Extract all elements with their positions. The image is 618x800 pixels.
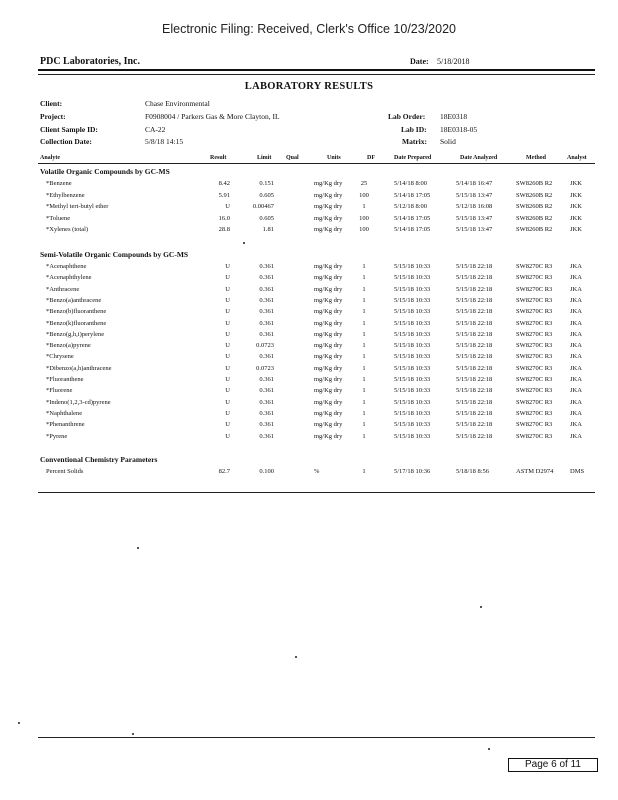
analyte-cell: *Fluoranthene — [46, 376, 84, 383]
analyte-cell: *Benzo(g,h,i)perylene — [46, 330, 105, 338]
df-cell: 100 — [359, 191, 369, 199]
limit-cell: 0.361 — [259, 353, 274, 361]
analyst-cell: JKA — [570, 308, 582, 316]
table-row — [0, 331, 618, 342]
units-cell: mg/Kg dry — [314, 319, 343, 327]
table-row — [0, 353, 618, 364]
units-cell: mg/Kg dry — [314, 432, 343, 440]
analyte-cell: *Benzene — [46, 180, 72, 187]
date-prepared-cell: 5/15/18 10:33 — [394, 364, 431, 372]
units-cell: mg/Kg dry — [314, 191, 343, 199]
result-cell: U — [225, 319, 230, 327]
analyte-cell: *Toluene — [46, 214, 71, 222]
col-date-analyzed: Date Analyzed — [460, 155, 498, 161]
analyst-cell: JKK — [570, 214, 582, 222]
units-cell: mg/Kg dry — [314, 180, 343, 187]
date-analyzed-cell: 5/15/18 22:18 — [456, 342, 493, 350]
col-units: Units — [327, 155, 341, 161]
date-prepared-cell: 5/15/18 10:33 — [394, 296, 431, 304]
limit-cell: 0.605 — [259, 214, 274, 222]
df-cell: 1 — [362, 285, 366, 293]
col-analyte: Analyte — [40, 155, 60, 161]
df-cell: 1 — [362, 468, 366, 475]
limit-cell: 1.81 — [262, 226, 274, 233]
result-cell: U — [225, 330, 230, 338]
units-cell: mg/Kg dry — [314, 226, 343, 233]
units-cell: mg/Kg dry — [314, 376, 343, 383]
table-row — [0, 421, 618, 432]
date-analyzed-cell: 5/14/18 16:47 — [456, 180, 493, 187]
analyst-cell: JKA — [570, 409, 582, 417]
collection-label: Collection Date: — [40, 137, 92, 146]
limit-cell: 0.00467 — [252, 203, 274, 210]
date-prepared-cell: 5/14/18 17:05 — [394, 214, 431, 222]
result-cell: U — [225, 421, 230, 429]
report-date: 5/18/2018 — [437, 57, 470, 66]
client-label: Client: — [40, 99, 63, 108]
df-cell: 1 — [362, 274, 366, 282]
analyte-cell: *Benzo(a)pyrene — [46, 342, 91, 350]
col-qual: Qual — [286, 155, 299, 161]
limit-cell: 0.361 — [259, 296, 274, 304]
method-cell: SW8260B R2 — [516, 203, 553, 210]
method-cell: SW8270C R3 — [516, 263, 553, 270]
limit-cell: 0.361 — [259, 421, 274, 429]
lab-id-value: 18E0318-05 — [440, 125, 478, 134]
table-row — [0, 286, 618, 297]
table-row — [0, 399, 618, 410]
col-df: DF — [367, 155, 375, 161]
df-cell: 1 — [362, 409, 366, 417]
units-cell: mg/Kg dry — [314, 387, 343, 395]
units-cell: mg/Kg dry — [314, 421, 343, 429]
result-cell: U — [225, 353, 230, 361]
header-rule — [38, 69, 595, 71]
section-title: Conventional Chemistry Parameters — [40, 455, 158, 464]
units-cell: mg/Kg dry — [314, 263, 343, 270]
page-number: Page 6 of 11 — [508, 758, 598, 772]
footer-rule — [38, 737, 595, 738]
table-row — [0, 308, 618, 319]
result-cell: 8.42 — [218, 180, 230, 187]
analyte-cell: *Benzo(k)fluoranthene — [46, 319, 107, 327]
lab-order-label: Lab Order: — [388, 112, 426, 121]
analyst-cell: DMS — [570, 468, 585, 475]
table-row — [0, 297, 618, 308]
analyst-cell: JKA — [570, 330, 582, 338]
units-cell: mg/Kg dry — [314, 274, 343, 282]
section-title: Semi-Volatile Organic Compounds by GC-MS — [40, 250, 189, 259]
df-cell: 1 — [362, 432, 366, 440]
date-analyzed-cell: 5/15/18 22:18 — [456, 263, 493, 270]
analyte-cell: *Methyl tert-butyl ether — [46, 203, 109, 210]
units-cell: mg/Kg dry — [314, 398, 343, 406]
analyst-cell: JKA — [570, 319, 582, 327]
date-analyzed-cell: 5/15/18 13:47 — [456, 214, 493, 222]
result-cell: U — [225, 387, 230, 395]
scan-speck — [137, 547, 139, 549]
analyst-cell: JKA — [570, 274, 582, 282]
date-analyzed-cell: 5/15/18 22:18 — [456, 376, 493, 383]
scan-speck — [295, 656, 297, 658]
col-result: Result — [210, 155, 227, 161]
analyte-cell: *Anthracene — [46, 285, 80, 293]
date-analyzed-cell: 5/15/18 22:18 — [456, 353, 493, 361]
result-cell: 28.8 — [218, 226, 230, 233]
method-cell: SW8270C R3 — [516, 308, 553, 316]
date-analyzed-cell: 5/15/18 22:18 — [456, 296, 493, 304]
table-row — [0, 342, 618, 353]
analyst-cell: JKA — [570, 398, 582, 406]
analyst-cell: JKA — [570, 432, 582, 440]
date-prepared-cell: 5/15/18 10:33 — [394, 353, 431, 361]
method-cell: ASTM D2974 — [516, 468, 554, 475]
analyte-cell: *Acenaphthene — [46, 263, 87, 270]
analyte-cell: *Phenanthrene — [46, 421, 85, 429]
analyte-cell: *Indeno(1,2,3-cd)pyrene — [46, 398, 111, 406]
sample-label: Client Sample ID: — [40, 125, 98, 134]
scan-speck — [243, 242, 245, 244]
scan-speck — [480, 606, 482, 608]
table-end-rule — [38, 492, 595, 493]
date-analyzed-cell: 5/15/18 22:18 — [456, 285, 493, 293]
limit-cell: 0.361 — [259, 285, 274, 293]
analyte-cell: *Benzo(a)anthracene — [46, 296, 102, 304]
result-cell: U — [225, 203, 230, 210]
df-cell: 1 — [362, 387, 366, 395]
df-cell: 1 — [362, 342, 366, 350]
table-row — [0, 215, 618, 226]
limit-cell: 0.605 — [259, 191, 274, 199]
analyst-cell: JKK — [570, 180, 582, 187]
project-label: Project: — [40, 112, 66, 121]
matrix-label: Matrix: — [402, 137, 427, 146]
lab-name: PDC Laboratories, Inc. — [40, 56, 140, 67]
method-cell: SW8270C R3 — [516, 274, 553, 282]
result-cell: U — [225, 274, 230, 282]
method-cell: SW8270C R3 — [516, 398, 553, 406]
units-cell: mg/Kg dry — [314, 285, 343, 293]
lab-order-value: 18E0318 — [440, 112, 468, 121]
method-cell: SW8270C R3 — [516, 296, 553, 304]
result-cell: 5.91 — [218, 191, 230, 199]
scan-speck — [18, 722, 20, 724]
filing-stamp: Electronic Filing: Received, Clerk's Office 10/23/2020 — [162, 22, 456, 36]
result-cell: 82.7 — [218, 468, 230, 475]
df-cell: 100 — [359, 226, 369, 233]
collection-value: 5/8/18 14:15 — [145, 137, 184, 146]
table-row — [0, 180, 618, 191]
analyte-cell: *Pyrene — [46, 432, 68, 440]
analyst-cell: JKA — [570, 263, 582, 270]
limit-cell: 0.0723 — [256, 342, 274, 350]
limit-cell: 0.361 — [259, 263, 274, 270]
date-analyzed-cell: 5/15/18 22:18 — [456, 274, 493, 282]
date-prepared-cell: 5/15/18 10:33 — [394, 330, 431, 338]
date-analyzed-cell: 5/15/18 22:18 — [456, 319, 493, 327]
analyst-cell: JKA — [570, 387, 582, 395]
table-row — [0, 433, 618, 444]
table-row — [0, 365, 618, 376]
result-cell: U — [225, 263, 230, 270]
analyst-cell: JKK — [570, 191, 582, 199]
table-row — [0, 376, 618, 387]
limit-cell: 0.361 — [259, 274, 274, 282]
sample-value: CA-22 — [145, 125, 166, 134]
method-cell: SW8260B R2 — [516, 226, 553, 233]
analyst-cell: JKA — [570, 285, 582, 293]
date-prepared-cell: 5/15/18 10:33 — [394, 319, 431, 327]
table-row — [0, 320, 618, 331]
date-prepared-cell: 5/15/18 10:33 — [394, 409, 431, 417]
analyte-cell: *Fluorene — [46, 387, 73, 395]
column-header-rule — [38, 163, 595, 164]
analyst-cell: JKK — [570, 203, 582, 210]
df-cell: 1 — [362, 330, 366, 338]
limit-cell: 0.361 — [259, 319, 274, 327]
project-value: F0908004 / Parkers Gas & More Clayton, IL — [145, 112, 280, 121]
units-cell: mg/Kg dry — [314, 330, 343, 338]
analyte-cell: Percent Solids — [46, 468, 84, 475]
analyst-cell: JKA — [570, 296, 582, 304]
limit-cell: 0.151 — [259, 180, 274, 187]
result-cell: U — [225, 285, 230, 293]
df-cell: 1 — [362, 296, 366, 304]
method-cell: SW8270C R3 — [516, 353, 553, 361]
df-cell: 1 — [362, 319, 366, 327]
report-date-label: Date: — [410, 57, 429, 66]
limit-cell: 0.361 — [259, 308, 274, 316]
result-cell: U — [225, 308, 230, 316]
scan-speck — [132, 733, 134, 735]
analyst-cell: JKA — [570, 342, 582, 350]
df-cell: 25 — [360, 180, 368, 187]
date-analyzed-cell: 5/15/18 22:18 — [456, 421, 493, 429]
analyte-cell: *Chrysene — [46, 353, 74, 361]
table-row — [0, 387, 618, 398]
units-cell: mg/Kg dry — [314, 353, 343, 361]
date-analyzed-cell: 5/15/18 22:18 — [456, 409, 493, 417]
col-limit: Limit — [257, 155, 272, 161]
analyte-cell: *Dibenzo(a,h)anthracene — [46, 364, 112, 372]
matrix-value: Solid — [440, 137, 456, 146]
date-analyzed-cell: 5/15/18 13:47 — [456, 226, 493, 233]
analyst-cell: JKK — [570, 226, 582, 233]
df-cell: 1 — [362, 398, 366, 406]
method-cell: SW8270C R3 — [516, 330, 553, 338]
table-row — [0, 274, 618, 285]
result-cell: U — [225, 364, 230, 372]
date-analyzed-cell: 5/15/18 22:18 — [456, 308, 493, 316]
limit-cell: 0.361 — [259, 376, 274, 383]
df-cell: 1 — [362, 421, 366, 429]
date-prepared-cell: 5/15/18 10:33 — [394, 432, 431, 440]
page-title: LABORATORY RESULTS — [244, 81, 374, 92]
method-cell: SW8270C R3 — [516, 432, 553, 440]
date-prepared-cell: 5/14/18 17:05 — [394, 226, 431, 233]
date-prepared-cell: 5/15/18 10:33 — [394, 342, 431, 350]
df-cell: 1 — [362, 376, 366, 383]
method-cell: SW8270C R3 — [516, 319, 553, 327]
date-analyzed-cell: 5/15/18 22:18 — [456, 330, 493, 338]
date-analyzed-cell: 5/15/18 22:18 — [456, 432, 493, 440]
table-row — [0, 192, 618, 203]
method-cell: SW8270C R3 — [516, 387, 553, 395]
result-cell: U — [225, 398, 230, 406]
date-prepared-cell: 5/15/18 10:33 — [394, 387, 431, 395]
analyte-cell: *Naphthalene — [46, 409, 83, 417]
client-value: Chase Environmental — [145, 99, 210, 108]
table-row — [0, 203, 618, 214]
analyst-cell: JKA — [570, 353, 582, 361]
col-date-prepared: Date Prepared — [394, 155, 432, 161]
method-cell: SW8270C R3 — [516, 376, 553, 383]
analyte-cell: *Benzo(b)fluoranthene — [46, 308, 107, 316]
df-cell: 1 — [362, 203, 366, 210]
method-cell: SW8270C R3 — [516, 364, 553, 372]
table-row — [0, 226, 618, 237]
result-cell: 16.0 — [218, 214, 230, 222]
date-analyzed-cell: 5/15/18 22:18 — [456, 364, 493, 372]
method-cell: SW8260B R2 — [516, 180, 553, 187]
limit-cell: 0.361 — [259, 387, 274, 395]
method-cell: SW8260B R2 — [516, 214, 553, 222]
units-cell: mg/Kg dry — [314, 364, 343, 372]
date-prepared-cell: 5/14/18 17:05 — [394, 191, 431, 199]
df-cell: 100 — [359, 214, 369, 222]
units-cell: mg/Kg dry — [314, 409, 343, 417]
method-cell: SW8270C R3 — [516, 421, 553, 429]
date-prepared-cell: 5/15/18 10:33 — [394, 263, 431, 270]
analyst-cell: JKA — [570, 364, 582, 372]
date-prepared-cell: 5/15/18 10:33 — [394, 376, 431, 383]
lab-id-label: Lab ID: — [401, 125, 427, 134]
header-rule-thin — [38, 74, 595, 75]
limit-cell: 0.0723 — [256, 364, 274, 372]
date-analyzed-cell: 5/12/18 16:08 — [456, 203, 493, 210]
result-cell: U — [225, 409, 230, 417]
units-cell: mg/Kg dry — [314, 342, 343, 350]
date-analyzed-cell: 5/15/18 22:18 — [456, 398, 493, 406]
table-row — [0, 468, 618, 479]
analyst-cell: JKA — [570, 421, 582, 429]
df-cell: 1 — [362, 353, 366, 361]
analyte-cell: *Xylenes (total) — [46, 226, 89, 233]
method-cell: SW8260B R2 — [516, 191, 553, 199]
limit-cell: 0.361 — [259, 409, 274, 417]
result-cell: U — [225, 432, 230, 440]
table-row — [0, 263, 618, 274]
method-cell: SW8270C R3 — [516, 285, 553, 293]
method-cell: SW8270C R3 — [516, 342, 553, 350]
units-cell: mg/Kg dry — [314, 203, 343, 210]
date-analyzed-cell: 5/15/18 22:18 — [456, 387, 493, 395]
result-cell: U — [225, 342, 230, 350]
units-cell: % — [314, 468, 320, 475]
date-prepared-cell: 5/15/18 10:33 — [394, 308, 431, 316]
df-cell: 1 — [362, 364, 366, 372]
date-prepared-cell: 5/15/18 10:33 — [394, 398, 431, 406]
limit-cell: 0.100 — [259, 468, 274, 475]
date-prepared-cell: 5/15/18 10:33 — [394, 285, 431, 293]
limit-cell: 0.361 — [259, 398, 274, 406]
date-prepared-cell: 5/15/18 10:33 — [394, 274, 431, 282]
df-cell: 1 — [362, 308, 366, 316]
limit-cell: 0.361 — [259, 330, 274, 338]
method-cell: SW8270C R3 — [516, 409, 553, 417]
df-cell: 1 — [362, 263, 366, 270]
analyte-cell: *Acenaphthylene — [46, 274, 92, 282]
col-method: Method — [526, 155, 546, 161]
units-cell: mg/Kg dry — [314, 296, 343, 304]
units-cell: mg/Kg dry — [314, 214, 343, 222]
scan-speck — [488, 748, 490, 750]
date-prepared-cell: 5/12/18 8:00 — [394, 203, 428, 210]
section-title: Volatile Organic Compounds by GC-MS — [40, 167, 170, 176]
units-cell: mg/Kg dry — [314, 308, 343, 316]
result-cell: U — [225, 296, 230, 304]
analyst-cell: JKA — [570, 376, 582, 383]
col-analyst: Analyst — [567, 155, 587, 161]
date-prepared-cell: 5/15/18 10:33 — [394, 421, 431, 429]
result-cell: U — [225, 376, 230, 383]
date-analyzed-cell: 5/15/18 13:47 — [456, 191, 493, 199]
analyte-cell: *Ethylbenzene — [46, 191, 85, 199]
date-prepared-cell: 5/14/18 8:00 — [394, 180, 428, 187]
table-row — [0, 410, 618, 421]
limit-cell: 0.361 — [259, 432, 274, 440]
date-analyzed-cell: 5/18/18 8:56 — [456, 468, 490, 475]
date-prepared-cell: 5/17/18 10:36 — [394, 468, 431, 475]
